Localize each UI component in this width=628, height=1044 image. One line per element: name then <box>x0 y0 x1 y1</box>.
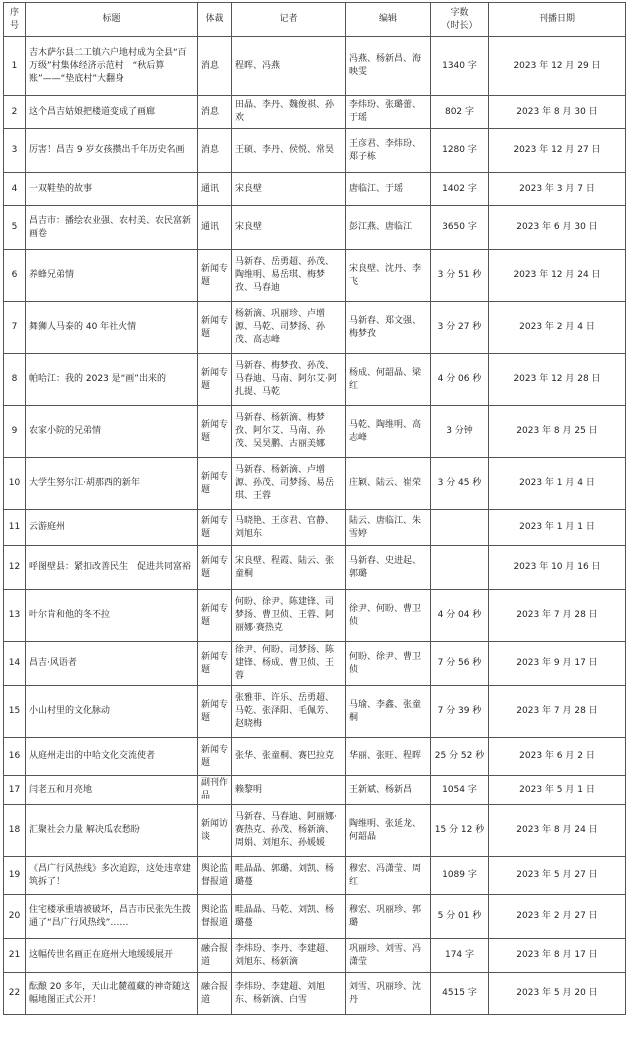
table-row <box>4 686 626 738</box>
cell-reporter: 张华、张童桐、赛巴拉克 <box>232 738 346 776</box>
cell-title: 汇聚社会力量 解决瓜农愁盼 <box>26 805 198 857</box>
cell-seq: 19 <box>4 857 26 895</box>
cell-editor: 唐临江、于瑶 <box>346 173 431 206</box>
table-row <box>4 776 626 805</box>
cell-genre: 新闻专题 <box>198 642 232 686</box>
cell-genre: 新闻专题 <box>198 546 232 590</box>
table-row <box>4 206 626 250</box>
cell-editor: 庄颖、陆云、崔荣 <box>346 458 431 510</box>
cell-title: 酝酿 20 多年，天山北麓蕴藏的神奇随这幅地图正式公开！ <box>26 973 198 1015</box>
cell-seq: 17 <box>4 776 26 805</box>
cell-date: 2023 年 1 月 1 日 <box>489 510 626 546</box>
cell-date: 2023 年 5 月 27 日 <box>489 857 626 895</box>
table-row <box>4 250 626 302</box>
table-row <box>4 173 626 206</box>
cell-title: 舞狮人马泰的 40 年社火情 <box>26 302 198 354</box>
cell-title: 一双鞋垫的故事 <box>26 173 198 206</box>
cell-genre: 新闻专题 <box>198 590 232 642</box>
table-row <box>4 302 626 354</box>
cell-date: 2023 年 8 月 25 日 <box>489 406 626 458</box>
cell-title: 昌吉·风语者 <box>26 642 198 686</box>
cell-editor: 马新春、郑文强、梅梦孜 <box>346 302 431 354</box>
cell-date: 2023 年 1 月 4 日 <box>489 458 626 510</box>
cell-genre: 新闻专题 <box>198 250 232 302</box>
table-row <box>4 96 626 129</box>
table-row <box>4 590 626 642</box>
cell-length: 25 分 52 秒 <box>431 738 489 776</box>
cell-date: 2023 年 7 月 28 日 <box>489 590 626 642</box>
cell-date: 2023 年 5 月 1 日 <box>489 776 626 805</box>
cell-genre: 新闻专题 <box>198 510 232 546</box>
table-row <box>4 805 626 857</box>
cell-genre: 融合报道 <box>198 939 232 973</box>
cell-seq: 4 <box>4 173 26 206</box>
cell-editor: 王新斌、杨新昌 <box>346 776 431 805</box>
cell-seq: 22 <box>4 973 26 1015</box>
cell-date: 2023 年 9 月 17 日 <box>489 642 626 686</box>
cell-date: 2023 年 12 月 28 日 <box>489 354 626 406</box>
table-row <box>4 406 626 458</box>
cell-seq: 10 <box>4 458 26 510</box>
cell-editor: 何盼、徐尹、曹卫侦 <box>346 642 431 686</box>
cell-genre: 新闻访谈 <box>198 805 232 857</box>
cell-date: 2023 年 10 月 16 日 <box>489 546 626 590</box>
cell-date: 2023 年 8 月 24 日 <box>489 805 626 857</box>
cell-seq: 11 <box>4 510 26 546</box>
cell-genre: 消息 <box>198 96 232 129</box>
table-row <box>4 642 626 686</box>
cell-length: 7 分 56 秒 <box>431 642 489 686</box>
cell-reporter: 宋良壁 <box>232 173 346 206</box>
cell-reporter: 程晖、冯燕 <box>232 37 346 96</box>
cell-title: 农家小院的兄弟情 <box>26 406 198 458</box>
cell-length: 5 分 01 秒 <box>431 895 489 939</box>
cell-title: 这个昌吉姑娘把楼道变成了画廊 <box>26 96 198 129</box>
cell-seq: 7 <box>4 302 26 354</box>
cell-title: 这幅传世名画正在庭州大地缓缓展开 <box>26 939 198 973</box>
cell-title: 厉害！昌吉 9 岁女孩攒出千年历史名画 <box>26 129 198 173</box>
cell-length: 1402 字 <box>431 173 489 206</box>
cell-genre: 通讯 <box>198 173 232 206</box>
cell-reporter: 杨新滴、巩丽珍、卢增源、马乾、司梦扬、孙茂、高志峰 <box>232 302 346 354</box>
cell-seq: 14 <box>4 642 26 686</box>
cell-reporter: 李炜玢、李丹、李建超、刘旭东、杨新滴 <box>232 939 346 973</box>
cell-editor: 马乾、陶维明、高志峰 <box>346 406 431 458</box>
cell-length: 3650 字 <box>431 206 489 250</box>
cell-reporter: 畦晶晶、郭璐、刘凯、杨璐蔓 <box>232 857 346 895</box>
cell-seq: 16 <box>4 738 26 776</box>
table-row <box>4 354 626 406</box>
cell-genre: 舆论监督报道 <box>198 895 232 939</box>
cell-reporter: 张雅菲、许乐、岳勇超、马乾、张泽阳、毛佩芳、赵晓梅 <box>232 686 346 738</box>
cell-genre: 副刊作品 <box>198 776 232 805</box>
cell-title: 云游庭州 <box>26 510 198 546</box>
cell-length: 4 分 04 秒 <box>431 590 489 642</box>
cell-seq: 20 <box>4 895 26 939</box>
cell-editor: 陆云、唐临江、朱雪婷 <box>346 510 431 546</box>
table-row <box>4 857 626 895</box>
cell-length <box>431 546 489 590</box>
table-row <box>4 458 626 510</box>
cell-length: 4515 字 <box>431 973 489 1015</box>
cell-date: 2023 年 2 月 27 日 <box>489 895 626 939</box>
cell-reporter: 田晶、李丹、魏俊祺、孙欢 <box>232 96 346 129</box>
cell-date: 2023 年 5 月 20 日 <box>489 973 626 1015</box>
table-row <box>4 129 626 173</box>
cell-reporter: 马新春、岳勇超、孙茂、陶维明、易岳琪、梅梦孜、马春迪 <box>232 250 346 302</box>
header-title: 标题 <box>26 3 198 37</box>
cell-date: 2023 年 8 月 17 日 <box>489 939 626 973</box>
cell-reporter: 马新春、杨新滴、梅梦孜、阿尔艾、马南、孙茂、吴昊鹏、古丽美娜 <box>232 406 346 458</box>
cell-length: 3 分 27 秒 <box>431 302 489 354</box>
cell-seq: 13 <box>4 590 26 642</box>
header-length: 字数 （时长） <box>431 3 489 37</box>
cell-editor: 马瑜、李鑫、张童桐 <box>346 686 431 738</box>
cell-reporter: 马晓艳、王彦君、官静、刘旭东 <box>232 510 346 546</box>
cell-editor: 陶维明、张延龙、何韶晶 <box>346 805 431 857</box>
cell-length: 802 字 <box>431 96 489 129</box>
table-row <box>4 37 626 96</box>
cell-reporter: 马新春、梅梦孜、孙茂、马春迪、马南、阿尔艾·阿扎提、马乾 <box>232 354 346 406</box>
cell-title: 大学生努尔江·胡那西的新年 <box>26 458 198 510</box>
works-table <box>3 2 626 1015</box>
cell-seq: 15 <box>4 686 26 738</box>
cell-title: 《昌广行风热线》多次追踪，这处违章建筑拆了！ <box>26 857 198 895</box>
cell-length: 3 分钟 <box>431 406 489 458</box>
table-row <box>4 546 626 590</box>
cell-title: 闫老五和月亮地 <box>26 776 198 805</box>
cell-length: 3 分 51 秒 <box>431 250 489 302</box>
cell-length: 3 分 45 秒 <box>431 458 489 510</box>
cell-editor: 刘雪、巩丽珍、沈丹 <box>346 973 431 1015</box>
cell-reporter: 畦晶晶、马乾、刘凯、杨璐蔓 <box>232 895 346 939</box>
cell-seq: 6 <box>4 250 26 302</box>
cell-editor: 冯燕、杨新昌、海映雯 <box>346 37 431 96</box>
cell-length <box>431 510 489 546</box>
cell-length: 1089 字 <box>431 857 489 895</box>
cell-length: 15 分 12 秒 <box>431 805 489 857</box>
cell-date: 2023 年 6 月 30 日 <box>489 206 626 250</box>
cell-title: 小山村里的文化脉动 <box>26 686 198 738</box>
cell-editor: 巩丽珍、刘雪、冯潇莹 <box>346 939 431 973</box>
table-row <box>4 973 626 1015</box>
cell-editor: 李炜玢、张璐蕾、于瑶 <box>346 96 431 129</box>
table-row <box>4 510 626 546</box>
table-row <box>4 939 626 973</box>
table-row <box>4 738 626 776</box>
cell-length: 7 分 39 秒 <box>431 686 489 738</box>
cell-genre: 消息 <box>198 129 232 173</box>
header-reporter: 记者 <box>232 3 346 37</box>
cell-genre: 舆论监督报道 <box>198 857 232 895</box>
cell-reporter: 赖黎明 <box>232 776 346 805</box>
cell-length: 1280 字 <box>431 129 489 173</box>
cell-reporter: 徐尹、何盼、司梦扬、陈建锋、杨成、曹卫侦、王蓉 <box>232 642 346 686</box>
cell-date: 2023 年 2 月 4 日 <box>489 302 626 354</box>
cell-editor: 杨成、何韶晶、梁红 <box>346 354 431 406</box>
awards-table-container <box>3 2 626 1015</box>
cell-genre: 新闻专题 <box>198 738 232 776</box>
cell-date: 2023 年 3 月 7 日 <box>489 173 626 206</box>
cell-title: 住宅楼承重墙被破坏，昌吉市民张先生拨通了“昌广行风热线”…… <box>26 895 198 939</box>
cell-genre: 消息 <box>198 37 232 96</box>
cell-genre: 新闻专题 <box>198 302 232 354</box>
header-genre: 体裁 <box>198 3 232 37</box>
cell-seq: 21 <box>4 939 26 973</box>
header-row <box>4 3 626 37</box>
cell-reporter: 马新春、杨新滴、卢增源、孙茂、司梦扬、易岳琪、王蓉 <box>232 458 346 510</box>
cell-editor: 马新春、史进起、郭璐 <box>346 546 431 590</box>
cell-date: 2023 年 8 月 30 日 <box>489 96 626 129</box>
cell-editor: 穆宏、巩丽珍、郭璐 <box>346 895 431 939</box>
cell-editor: 穆宏、冯潇莹、周红 <box>346 857 431 895</box>
cell-editor: 徐尹、何盼、曹卫侦 <box>346 590 431 642</box>
cell-title: 养蜂兄弟情 <box>26 250 198 302</box>
cell-seq: 12 <box>4 546 26 590</box>
cell-date: 2023 年 12 月 27 日 <box>489 129 626 173</box>
cell-reporter: 马新春、马春迪、阿丽娜·赛热克、孙茂、杨新滴、周娟、刘旭东、孙媛媛 <box>232 805 346 857</box>
cell-reporter: 宋良壁 <box>232 206 346 250</box>
cell-title: 呼图壁县：紧扣改善民生 促进共同富裕 <box>26 546 198 590</box>
cell-length: 1054 字 <box>431 776 489 805</box>
header-editor: 编辑 <box>346 3 431 37</box>
header-date: 刊播日期 <box>489 3 626 37</box>
header-seq: 序号 <box>4 3 26 37</box>
cell-reporter: 宋良壁、程霞、陆云、张童桐 <box>232 546 346 590</box>
cell-title: 吉木萨尔县二工镇六户地村成为全县“百万级”村集体经济示范村 “秋后算账”——“垫底村”大翻身 <box>26 37 198 96</box>
cell-title: 从庭州走出的中哈文化交流使者 <box>26 738 198 776</box>
cell-length: 1340 字 <box>431 37 489 96</box>
cell-genre: 新闻专题 <box>198 354 232 406</box>
cell-date: 2023 年 6 月 2 日 <box>489 738 626 776</box>
cell-genre: 通讯 <box>198 206 232 250</box>
cell-editor: 王彦君、李炜玢、郑子栋 <box>346 129 431 173</box>
cell-seq: 8 <box>4 354 26 406</box>
cell-reporter: 李炜玢、李建超、刘旭东、杨新滴、白雪 <box>232 973 346 1015</box>
cell-reporter: 王硕、李丹、侯悦、常昊 <box>232 129 346 173</box>
cell-date: 2023 年 12 月 24 日 <box>489 250 626 302</box>
table-row <box>4 895 626 939</box>
cell-title: 叶尔肯和他的冬不拉 <box>26 590 198 642</box>
cell-date: 2023 年 12 月 29 日 <box>489 37 626 96</box>
cell-genre: 新闻专题 <box>198 406 232 458</box>
cell-date: 2023 年 7 月 28 日 <box>489 686 626 738</box>
cell-length: 174 字 <box>431 939 489 973</box>
cell-genre: 新闻专题 <box>198 686 232 738</box>
cell-title: 昌吉市：播绘农业强、农村美、农民富新画卷 <box>26 206 198 250</box>
cell-seq: 18 <box>4 805 26 857</box>
cell-genre: 新闻专题 <box>198 458 232 510</box>
cell-seq: 3 <box>4 129 26 173</box>
cell-seq: 5 <box>4 206 26 250</box>
cell-editor: 彭江燕、唐临江 <box>346 206 431 250</box>
cell-seq: 9 <box>4 406 26 458</box>
cell-reporter: 何盼、徐尹、陈建锋、司梦扬、曹卫侦、王蓉、阿丽娜·赛热克 <box>232 590 346 642</box>
cell-editor: 华丽、张旺、程晖 <box>346 738 431 776</box>
cell-seq: 2 <box>4 96 26 129</box>
cell-genre: 融合报道 <box>198 973 232 1015</box>
cell-seq: 1 <box>4 37 26 96</box>
cell-length: 4 分 06 秒 <box>431 354 489 406</box>
cell-title: 帕哈江：我的 2023 是“画”出来的 <box>26 354 198 406</box>
cell-editor: 宋良壁、沈丹、李飞 <box>346 250 431 302</box>
